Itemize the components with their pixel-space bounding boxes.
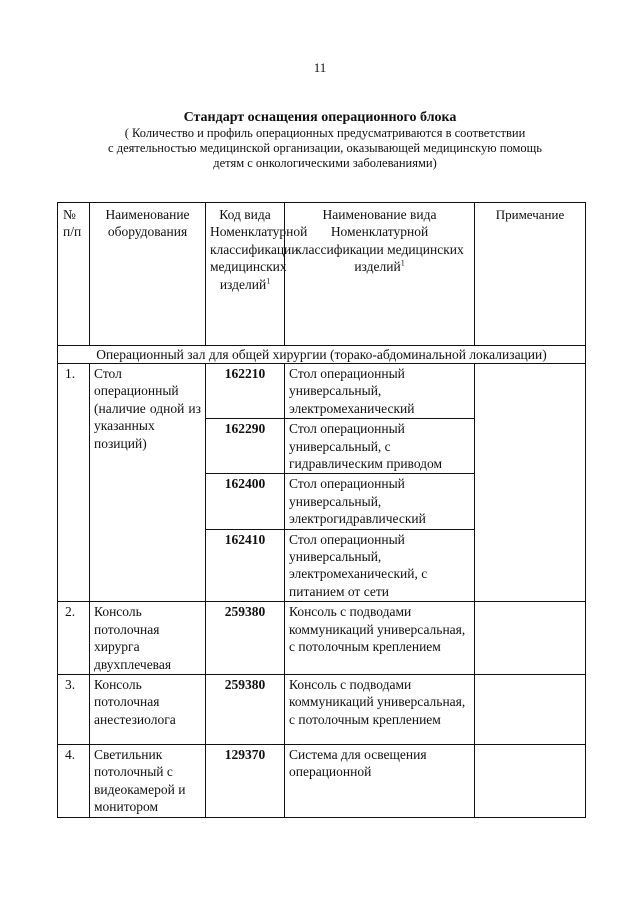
header-note-label: Примечание <box>495 207 565 222</box>
table-header-row <box>58 203 586 346</box>
header-kind <box>285 203 475 346</box>
header-num <box>58 203 90 346</box>
header-code <box>206 203 308 346</box>
section-title: Операционный зал для общей хирургии (торако-абдоминальной локализации) <box>58 346 586 364</box>
header-code-label: Код вида Номенклатурной классификации медицинских изделий <box>210 207 308 292</box>
row-equipment: Стол операционный (наличие одной из указанных позиций) <box>90 364 206 602</box>
section-row <box>58 346 586 364</box>
row-note <box>475 602 586 675</box>
page-number: 11 <box>313 60 327 75</box>
row-kind: Стол операционный универсальный, с гидравлическим приводом <box>285 419 475 474</box>
row-note <box>475 674 586 744</box>
table-row <box>58 364 586 419</box>
row-kind: Консоль с подводами коммуникаций универсальная, с потолочным креплением <box>285 602 475 675</box>
row-equipment: Консоль потолочная хирурга двухплечевая <box>90 602 206 675</box>
subtitle-line: детям с онкологическими заболеваниями) <box>213 156 437 170</box>
row-kind: Система для освещения операционной <box>285 744 475 817</box>
subtitle-line: с деятельностью медицинской организации, оказывающей медицинскую помощь <box>108 141 542 155</box>
row-code: 162290 <box>206 419 285 474</box>
header-equipment <box>90 203 206 346</box>
row-equipment: Светильник потолочный с видеокамерой и монитором <box>90 744 206 817</box>
row-num: 1. <box>58 364 90 602</box>
table-row <box>58 744 586 817</box>
row-kind: Стол операционный универсальный, электромеханический <box>285 364 475 419</box>
row-note <box>475 364 586 602</box>
row-num: 2. <box>58 602 90 675</box>
subtitle-line: ( Количество и профиль операционных предусматриваются в соответствии <box>124 126 526 140</box>
row-code: 259380 <box>206 674 285 744</box>
table-row <box>58 674 586 744</box>
row-kind: Стол операционный универсальный, электрогидравлический <box>285 474 475 529</box>
header-kind-label: Наименование вида Номенклатурной классификации медицинских изделий <box>295 207 464 275</box>
equipment-table <box>57 202 586 818</box>
row-num: 3. <box>58 674 90 744</box>
table-row <box>58 602 586 675</box>
header-equipment-label: Наименование оборудования <box>105 207 190 240</box>
row-code: 162400 <box>206 474 285 529</box>
document-title: Стандарт оснащения операционного блока <box>183 110 457 125</box>
footnote-marker: 1 <box>266 276 271 286</box>
footnote-marker: 1 <box>400 258 405 268</box>
row-equipment: Консоль потолочная анестезиолога <box>90 674 206 744</box>
header-note <box>475 203 586 346</box>
row-note <box>475 744 586 817</box>
row-kind: Стол операционный универсальный, электромеханический, с питанием от сети <box>285 529 475 602</box>
row-num: 4. <box>58 744 90 817</box>
row-code: 129370 <box>206 744 285 817</box>
row-kind: Консоль с подводами коммуникаций универсальная, с потолочным креплением <box>285 674 475 744</box>
header-num-label: № п/п <box>63 207 82 240</box>
document-subtitle <box>90 126 560 171</box>
row-code: 259380 <box>206 602 285 675</box>
row-code: 162210 <box>206 364 285 419</box>
row-code: 162410 <box>206 529 285 602</box>
